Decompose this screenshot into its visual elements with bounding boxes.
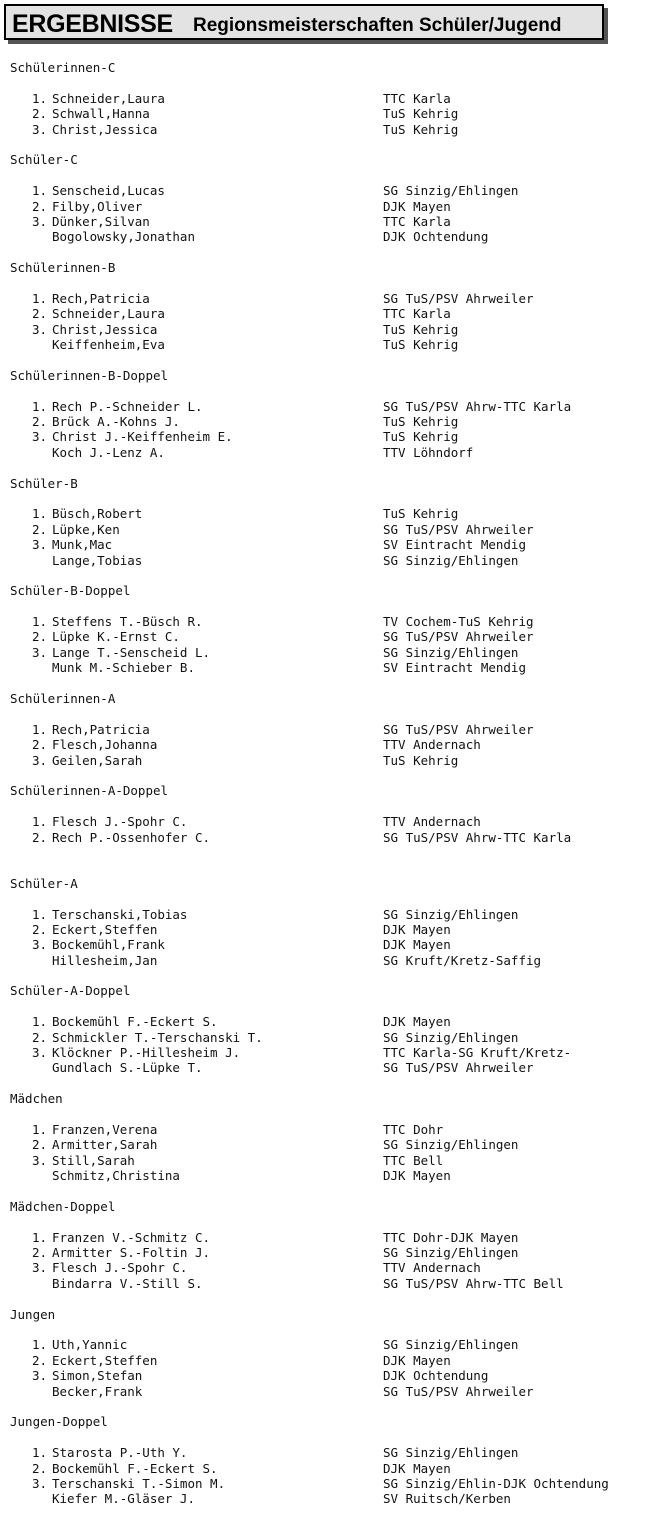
result-row [10, 229, 655, 244]
placement-rank: 1. [31, 721, 47, 737]
section-title: Schüler-A-Doppel [10, 983, 131, 999]
placement-rank: 2. [31, 829, 47, 845]
result-row [10, 506, 655, 521]
placement-rank: 1. [31, 90, 47, 106]
club-name: TTC Dohr [383, 1121, 444, 1137]
player-name: Rech P.-Schneider L. [52, 398, 203, 414]
result-row [10, 399, 655, 414]
player-name: Koch J.-Lenz A. [52, 444, 165, 460]
result-rows [10, 1230, 655, 1292]
club-name: SG TuS/PSV Ahrweiler [383, 1060, 534, 1076]
placement-rank: 3. [31, 429, 47, 445]
club-name: SG Sinzig/Ehlingen [383, 183, 519, 199]
player-name: Armitter S.-Foltin J. [52, 1245, 211, 1261]
result-row [10, 922, 655, 937]
section-title: Schülerinnen-A-Doppel [10, 783, 169, 799]
placement-rank: 3. [31, 1475, 47, 1491]
club-name: SG TuS/PSV Ahrweiler [383, 629, 534, 645]
placement-rank: 2. [31, 1352, 47, 1368]
club-name: TTV Andernach [383, 737, 481, 753]
placement-rank: 2. [31, 106, 47, 122]
placement-rank [10, 953, 52, 968]
club-name: TuS Kehrig [383, 506, 459, 522]
player-name: Bindarra V.-Still S. [52, 1275, 203, 1291]
player-name: Rech P.-Ossenhofer C. [52, 829, 211, 845]
placement-rank: 3. [31, 752, 47, 768]
result-rows [10, 814, 655, 845]
club-name: SG TuS/PSV Ahrw-TTC Bell [383, 1275, 564, 1291]
placement-rank: 1. [31, 614, 47, 630]
player-name: Kiefer M.-Gläser J. [52, 1491, 195, 1507]
club-name: SG TuS/PSV Ahrw-TTC Karla [383, 398, 572, 414]
player-name: Lüpke K.-Ernst C. [52, 629, 180, 645]
club-name: SG TuS/PSV Ahrweiler [383, 290, 534, 306]
result-row [10, 199, 655, 214]
placement-rank: 3. [31, 937, 47, 953]
club-name: SG Sinzig/Ehlingen [383, 1337, 519, 1353]
placement-rank: 2. [31, 1137, 47, 1153]
section-title: Schüler-B-Doppel [10, 583, 131, 599]
club-name: TuS Kehrig [383, 413, 459, 429]
player-name: Simon,Stefan [52, 1368, 143, 1384]
player-name: Keiffenheim,Eva [52, 337, 165, 353]
placement-rank [10, 1384, 52, 1399]
club-name: TTC Karla [383, 306, 451, 322]
player-name: Bockemühl,Frank [52, 937, 165, 953]
player-name: Christ,Jessica [52, 321, 158, 337]
club-name: SG Sinzig/Ehlingen [383, 1137, 519, 1153]
placement-rank: 3. [31, 213, 47, 229]
placement-rank: 1. [31, 814, 47, 830]
club-name: TTV Andernach [383, 1260, 481, 1276]
result-row [10, 1045, 655, 1060]
placement-rank: 2. [31, 921, 47, 937]
result-row [10, 1168, 655, 1183]
player-name: Lange T.-Senscheid L. [52, 644, 211, 660]
club-name: SG TuS/PSV Ahrweiler [383, 521, 534, 537]
club-name: SG Sinzig/Ehlingen [383, 552, 519, 568]
placement-rank: 2. [31, 521, 47, 537]
player-name: Steffens T.-Büsch R. [52, 614, 203, 630]
result-row [10, 522, 655, 537]
player-name: Flesch J.-Spohr C. [52, 1260, 188, 1276]
result-row [10, 1368, 655, 1383]
result-row [10, 753, 655, 768]
club-name: SV Eintracht Mendig [383, 660, 526, 676]
player-name: Munk,Mac [52, 537, 113, 553]
player-name: Uth,Yannic [52, 1337, 128, 1353]
placement-rank: 2. [31, 1245, 47, 1261]
results-section [10, 1091, 655, 1183]
club-name: SG Sinzig/Ehlingen [383, 1245, 519, 1261]
placement-rank: 2. [31, 306, 47, 322]
placement-rank: 1. [31, 506, 47, 522]
section-title: Schüler-A [10, 875, 78, 891]
club-name: SG Sinzig/Ehlin-DJK Ochtendung [383, 1475, 609, 1491]
player-name: Becker,Frank [52, 1383, 143, 1399]
player-name: Flesch,Johanna [52, 737, 158, 753]
results-section [10, 876, 655, 968]
results-section [10, 1307, 655, 1399]
club-name: TTC Karla [383, 90, 451, 106]
placement-rank: 1. [31, 906, 47, 922]
result-row [10, 445, 655, 460]
placement-rank: 1. [31, 1229, 47, 1245]
result-row [10, 660, 655, 675]
player-name: Bogolowsky,Jonathan [52, 229, 195, 245]
result-rows [10, 1337, 655, 1399]
results-section [10, 583, 655, 675]
result-row [10, 937, 655, 952]
player-name: Terschanski,Tobias [52, 906, 188, 922]
placement-rank [10, 1060, 52, 1075]
placement-rank: 1. [31, 183, 47, 199]
club-name: TuS Kehrig [383, 321, 459, 337]
player-name: Franzen,Verena [52, 1121, 158, 1137]
placement-rank: 3. [31, 121, 47, 137]
player-name: Gundlach S.-Lüpke T. [52, 1060, 203, 1076]
result-rows [10, 506, 655, 568]
placement-rank: 1. [31, 1445, 47, 1461]
result-row [10, 553, 655, 568]
club-name: SG TuS/PSV Ahrweiler [383, 1383, 534, 1399]
player-name: Lange,Tobias [52, 552, 143, 568]
player-name: Senscheid,Lucas [52, 183, 165, 199]
result-row [10, 1337, 655, 1352]
result-row [10, 91, 655, 106]
placement-rank: 3. [31, 1045, 47, 1061]
placement-rank [10, 445, 52, 460]
result-row [10, 122, 655, 137]
result-rows [10, 1445, 655, 1507]
placement-rank [10, 1168, 52, 1183]
placement-rank: 1. [31, 1337, 47, 1353]
result-row [10, 337, 655, 352]
club-name: TTC Dohr-DJK Mayen [383, 1229, 519, 1245]
club-name: DJK Mayen [383, 1352, 451, 1368]
section-title: Jungen-Doppel [10, 1414, 108, 1430]
placement-rank: 2. [31, 413, 47, 429]
player-name: Schmickler T.-Terschanski T. [52, 1029, 263, 1045]
placement-rank [10, 660, 52, 675]
result-rows [10, 907, 655, 969]
player-name: Christ J.-Keiffenheim E. [52, 429, 233, 445]
club-name: TTV Andernach [383, 814, 481, 830]
result-rows [10, 722, 655, 768]
placement-rank: 2. [31, 1029, 47, 1045]
result-row [10, 645, 655, 660]
result-rows [10, 614, 655, 676]
result-row [10, 1230, 655, 1245]
page-header [4, 4, 604, 40]
result-row [10, 1014, 655, 1029]
club-name: SG Sinzig/Ehlingen [383, 906, 519, 922]
result-row [10, 737, 655, 752]
section-title: Schülerinnen-A [10, 691, 116, 707]
result-rows [10, 183, 655, 245]
placement-rank: 3. [31, 1152, 47, 1168]
placement-rank [10, 553, 52, 568]
player-name: Starosta P.-Uth Y. [52, 1445, 188, 1461]
club-name: DJK Mayen [383, 937, 451, 953]
result-row [10, 1245, 655, 1260]
result-row [10, 306, 655, 321]
club-name: TuS Kehrig [383, 106, 459, 122]
placement-rank: 3. [31, 321, 47, 337]
player-name: Geilen,Sarah [52, 752, 143, 768]
club-name: SG TuS/PSV Ahrweiler [383, 721, 534, 737]
result-row [10, 291, 655, 306]
results-section [10, 152, 655, 244]
result-row [10, 429, 655, 444]
club-name: SG Sinzig/Ehlingen [383, 1029, 519, 1045]
placement-rank: 3. [31, 1368, 47, 1384]
result-row [10, 1384, 655, 1399]
club-name: DJK Mayen [383, 921, 451, 937]
placement-rank: 1. [31, 398, 47, 414]
placement-rank [10, 229, 52, 244]
club-name: SV Ruitsch/Kerben [383, 1491, 511, 1507]
club-name: SG TuS/PSV Ahrw-TTC Karla [383, 829, 572, 845]
club-name: DJK Ochtendung [383, 229, 489, 245]
results-section [10, 476, 655, 568]
results-section [10, 783, 655, 845]
section-title: Jungen [10, 1306, 56, 1322]
results-section [10, 60, 655, 137]
result-row [10, 106, 655, 121]
club-name: TTC Karla [383, 213, 451, 229]
section-title: Schüler-B [10, 475, 78, 491]
placement-rank: 3. [31, 537, 47, 553]
result-row [10, 1353, 655, 1368]
player-name: Schneider,Laura [52, 90, 165, 106]
result-row [10, 1137, 655, 1152]
player-name: Lüpke,Ken [52, 521, 120, 537]
result-row [10, 1445, 655, 1460]
page-subtitle: Regionsmeisterschaften Schüler/Jugend [193, 15, 562, 36]
club-name: TuS Kehrig [383, 337, 459, 353]
result-rows [10, 291, 655, 353]
result-row [10, 830, 655, 845]
result-row [10, 183, 655, 198]
player-name: Schmitz,Christina [52, 1168, 180, 1184]
result-row [10, 537, 655, 552]
club-name: DJK Ochtendung [383, 1368, 489, 1384]
player-name: Schwall,Hanna [52, 106, 150, 122]
club-name: DJK Mayen [383, 1168, 451, 1184]
result-row [10, 1461, 655, 1476]
result-row [10, 722, 655, 737]
player-name: Munk M.-Schieber B. [52, 660, 195, 676]
placement-rank [10, 1491, 52, 1506]
player-name: Büsch,Robert [52, 506, 143, 522]
club-name: TuS Kehrig [383, 429, 459, 445]
club-name: TuS Kehrig [383, 121, 459, 137]
player-name: Eckert,Steffen [52, 1352, 158, 1368]
placement-rank: 3. [31, 644, 47, 660]
result-row [10, 1122, 655, 1137]
section-title: Schülerinnen-B [10, 260, 116, 276]
section-title: Mädchen [10, 1091, 63, 1107]
placement-rank: 2. [31, 629, 47, 645]
club-name: TV Cochem-TuS Kehrig [383, 614, 534, 630]
placement-rank: 1. [31, 1121, 47, 1137]
player-name: Bockemühl F.-Eckert S. [52, 1014, 218, 1030]
result-rows [10, 1122, 655, 1184]
player-name: Filby,Oliver [52, 198, 143, 214]
section-title: Mädchen-Doppel [10, 1198, 116, 1214]
player-name: Still,Sarah [52, 1152, 135, 1168]
results-list [10, 60, 655, 1522]
player-name: Christ,Jessica [52, 121, 158, 137]
section-title: Schülerinnen-B-Doppel [10, 367, 169, 383]
placement-rank: 1. [31, 290, 47, 306]
club-name: DJK Mayen [383, 1460, 451, 1476]
player-name: Terschanski T.-Simon M. [52, 1475, 226, 1491]
player-name: Franzen V.-Schmitz C. [52, 1229, 211, 1245]
placement-rank: 3. [31, 1260, 47, 1276]
placement-rank [10, 337, 52, 352]
result-rows [10, 399, 655, 461]
results-section [10, 1199, 655, 1291]
club-name: DJK Mayen [383, 1014, 451, 1030]
club-name: TuS Kehrig [383, 752, 459, 768]
page-title: ERGEBNISSE [12, 10, 173, 38]
player-name: Klöckner P.-Hillesheim J. [52, 1045, 241, 1061]
placement-rank: 2. [31, 198, 47, 214]
section-title: Schülerinnen-C [10, 60, 116, 75]
results-section [10, 368, 655, 460]
player-name: Eckert,Steffen [52, 921, 158, 937]
player-name: Armitter,Sarah [52, 1137, 158, 1153]
result-row [10, 214, 655, 229]
placement-rank [10, 1276, 52, 1291]
placement-rank: 2. [31, 1460, 47, 1476]
player-name: Flesch J.-Spohr C. [52, 814, 188, 830]
placement-rank: 1. [31, 1014, 47, 1030]
result-row [10, 414, 655, 429]
result-row [10, 322, 655, 337]
player-name: Rech,Patricia [52, 721, 150, 737]
club-name: DJK Mayen [383, 198, 451, 214]
result-row [10, 814, 655, 829]
club-name: SG Kruft/Kretz-Saffig [383, 952, 542, 968]
result-row [10, 1276, 655, 1291]
result-row [10, 1153, 655, 1168]
club-name: TTC Bell [383, 1152, 444, 1168]
results-section [10, 1414, 655, 1506]
club-name: SG Sinzig/Ehlingen [383, 644, 519, 660]
result-row [10, 907, 655, 922]
club-name: SG Sinzig/Ehlingen [383, 1445, 519, 1461]
result-row [10, 1476, 655, 1491]
result-row [10, 953, 655, 968]
result-row [10, 1030, 655, 1045]
club-name: TTC Karla-SG Kruft/Kretz- [383, 1045, 572, 1061]
player-name: Rech,Patricia [52, 290, 150, 306]
result-row [10, 1260, 655, 1275]
result-row [10, 614, 655, 629]
results-section [10, 691, 655, 768]
player-name: Schneider,Laura [52, 306, 165, 322]
result-row [10, 629, 655, 644]
result-rows [10, 1014, 655, 1076]
player-name: Bockemühl F.-Eckert S. [52, 1460, 218, 1476]
section-title: Schüler-C [10, 152, 78, 168]
player-name: Brück A.-Kohns J. [52, 413, 180, 429]
club-name: SV Eintracht Mendig [383, 537, 526, 553]
results-section [10, 260, 655, 352]
placement-rank: 2. [31, 737, 47, 753]
result-rows [10, 91, 655, 137]
player-name: Dünker,Silvan [52, 213, 150, 229]
results-section [10, 983, 655, 1075]
club-name: TTV Löhndorf [383, 444, 474, 460]
result-row [10, 1060, 655, 1075]
result-row [10, 1491, 655, 1506]
player-name: Hillesheim,Jan [52, 952, 158, 968]
